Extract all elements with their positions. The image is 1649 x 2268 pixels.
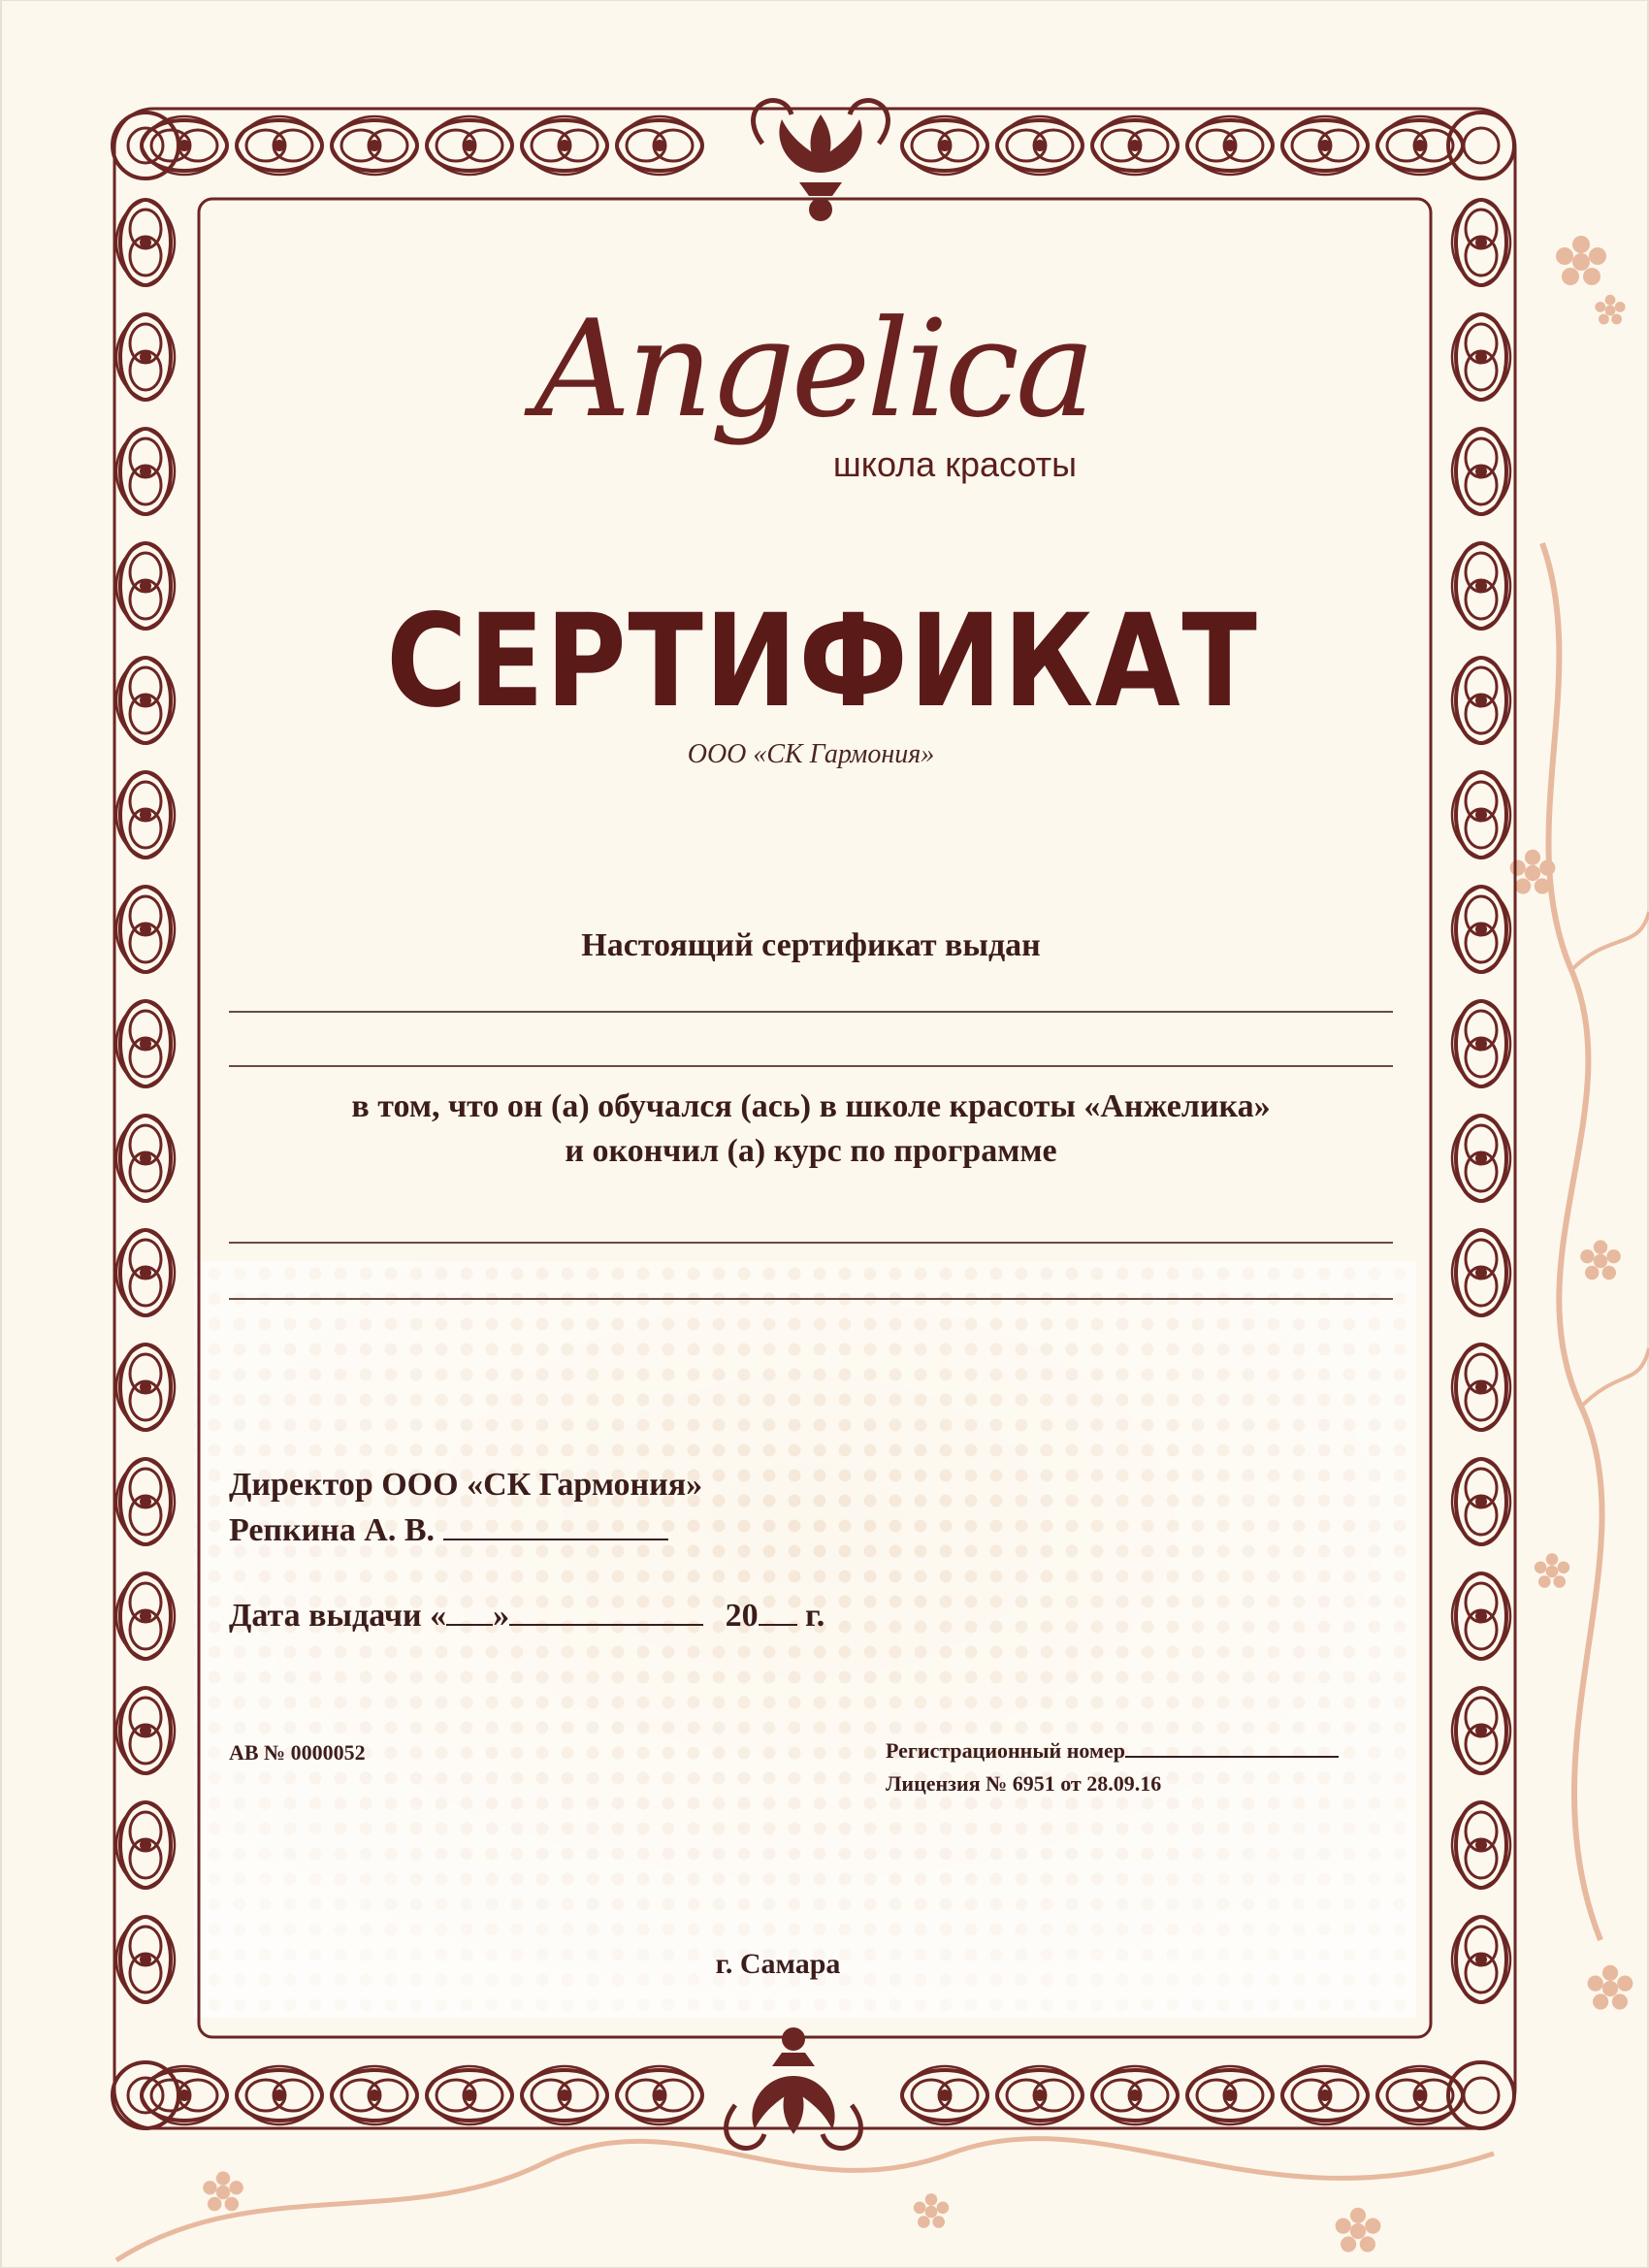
border-motif <box>1452 772 1510 858</box>
registration-number-line[interactable] <box>1125 1736 1339 1758</box>
border-motif <box>332 116 417 175</box>
border-motif <box>427 2066 512 2124</box>
corner-rosette <box>1448 113 1514 178</box>
logo-wordmark: Angelica <box>534 291 1092 447</box>
border-motif <box>1187 116 1273 175</box>
border-motif <box>1092 116 1178 175</box>
border-motif <box>116 1001 175 1086</box>
border-motif <box>116 200 175 285</box>
border-motif <box>116 1230 175 1315</box>
border-motif <box>1282 2066 1368 2124</box>
series-number: АВ № 0000052 <box>229 1740 366 1765</box>
recipient-name-line-1[interactable] <box>229 1011 1393 1013</box>
border-motif <box>142 116 227 175</box>
border-motif <box>1452 1459 1510 1544</box>
border-motif <box>1452 1230 1510 1315</box>
border-motif <box>1452 314 1510 400</box>
border-motif <box>116 1459 175 1544</box>
border-motif <box>1452 200 1510 285</box>
border-motif <box>1092 2066 1178 2124</box>
issue-year-prefix: 20 <box>725 1598 759 1634</box>
border-motif <box>116 1802 175 1888</box>
recipient-name-line-2[interactable] <box>229 1065 1393 1067</box>
border-motif <box>332 2066 417 2124</box>
fleur-ornament <box>727 2027 861 2148</box>
corner-rosette <box>113 2062 178 2128</box>
corner-rosette <box>113 113 178 178</box>
issue-day-blank[interactable] <box>446 1595 493 1626</box>
program-line-1[interactable] <box>229 1242 1393 1244</box>
border-motif <box>1452 1001 1510 1086</box>
director-signature-line[interactable] <box>443 1509 668 1540</box>
city: г. Самара <box>715 1948 841 1980</box>
director-signature-row <box>229 1509 668 1549</box>
director-title: Директор ООО «СК Гармония» <box>229 1467 703 1503</box>
border-motif <box>617 116 702 175</box>
border-motif <box>997 2066 1083 2124</box>
border-motif <box>522 2066 607 2124</box>
border-motif <box>116 429 175 514</box>
fleur-ornament <box>754 101 889 221</box>
border-motif <box>237 2066 322 2124</box>
issue-year-suffix: г. <box>805 1598 825 1634</box>
border-motif <box>902 2066 987 2124</box>
border-motif <box>116 772 175 858</box>
border-motif <box>116 1688 175 1773</box>
border-motif <box>1452 1345 1510 1430</box>
issue-month-blank[interactable] <box>509 1595 703 1626</box>
body-line-2: и окончил (а) курс по программе <box>565 1133 1057 1169</box>
border-motif <box>427 116 512 175</box>
border-motif <box>1452 1573 1510 1659</box>
border-motif <box>116 1573 175 1659</box>
border-motif <box>1452 1688 1510 1773</box>
issue-date-label: Дата выдачи <box>229 1598 422 1634</box>
border-motif <box>522 116 607 175</box>
close-quote: » <box>493 1598 510 1634</box>
certificate-title: СЕРТИФИКАТ <box>386 587 1259 736</box>
certificate-body <box>0 1085 1622 1174</box>
organization-name: ООО «СК Гармония» <box>687 739 935 769</box>
border-motif <box>997 116 1083 175</box>
border-motif <box>1187 2066 1273 2124</box>
border-motif <box>142 2066 227 2124</box>
border-motif <box>1282 116 1368 175</box>
body-line-1: в том, что он (а) обучался (ась) в школе красоты «Анжелика» <box>351 1088 1271 1124</box>
issue-year-blank[interactable] <box>759 1595 797 1626</box>
border-motif <box>116 314 175 400</box>
border-motif <box>617 2066 702 2124</box>
director-name: Репкина А. В. <box>229 1512 436 1548</box>
logo-subtitle: школа красоты <box>832 444 1077 484</box>
border-motif <box>237 116 322 175</box>
program-line-2[interactable] <box>229 1298 1393 1300</box>
registration-label: Регистрационный номер <box>886 1738 1125 1763</box>
border-motif <box>1452 429 1510 514</box>
border-motif <box>1452 1802 1510 1888</box>
corner-rosette <box>1448 2062 1514 2128</box>
license-info: Лицензия № 6951 от 28.09.16 <box>886 1771 1162 1796</box>
border-motif <box>116 1345 175 1430</box>
border-motif <box>902 116 987 175</box>
registration-row <box>886 1736 1339 1764</box>
open-quote: « <box>430 1598 447 1634</box>
issued-label: Настоящий сертификат выдан <box>581 927 1041 963</box>
issue-date-row <box>229 1595 824 1635</box>
